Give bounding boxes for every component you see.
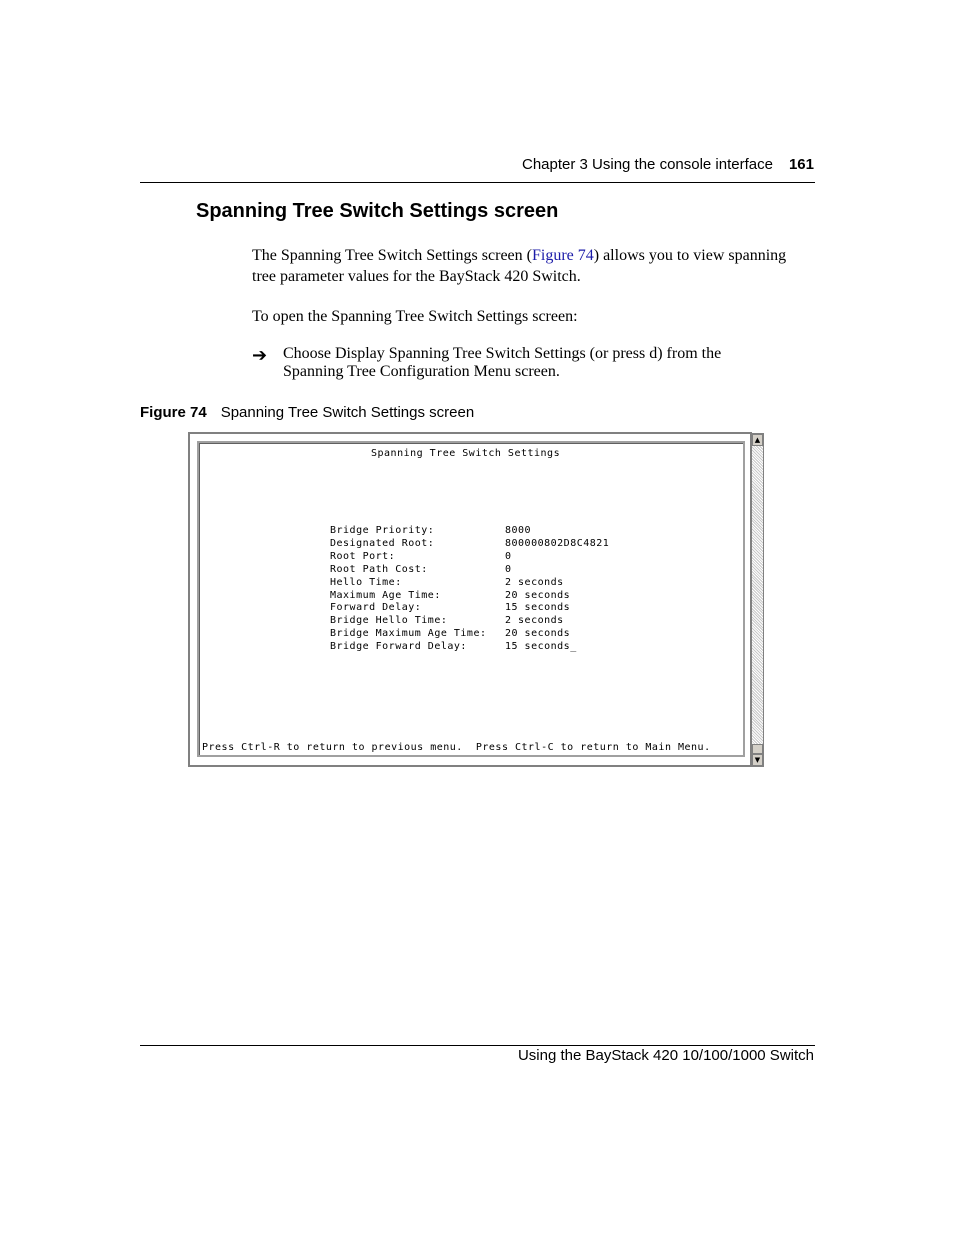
console-field-label: Bridge Maximum Age Time: — [330, 628, 487, 640]
console-screen — [197, 441, 745, 757]
console-field-value: 15 seconds — [505, 602, 571, 614]
intro-paragraph — [252, 245, 792, 287]
console-field-value: 2 seconds — [505, 615, 564, 627]
figure-caption-text: Spanning Tree Switch Settings screen — [220, 404, 475, 421]
page-header — [140, 155, 814, 175]
console-field-value: 800000802D8C4821 — [505, 537, 610, 549]
console-field-label: Hello Time: — [330, 576, 402, 588]
console-field-value: 20 seconds — [505, 589, 571, 601]
intro-text-start: The Spanning Tree Switch Settings screen ( — [252, 247, 532, 264]
scroll-up-icon[interactable]: ▲ — [752, 434, 763, 446]
console-scrollbar[interactable] — [751, 433, 764, 767]
scroll-thumb[interactable] — [752, 744, 763, 754]
figure-caption — [140, 403, 474, 423]
arrow-right-icon: ➔ — [252, 345, 268, 366]
console-field-label: Bridge Forward Delay: — [330, 641, 467, 653]
console-field-label: Forward Delay: — [330, 602, 422, 614]
page-footer: Using the BayStack 420 10/100/1000 Switch — [517, 1047, 814, 1064]
header-rule — [140, 182, 815, 183]
page-number: 161 — [788, 156, 814, 173]
console-field-value: 15 seconds_ — [505, 641, 577, 653]
open-instruction: To open the Spanning Tree Switch Settings screen: — [252, 308, 578, 325]
console-field-label: Maximum Age Time: — [330, 589, 441, 601]
console-field-label: Bridge Hello Time: — [330, 615, 448, 627]
console-field-value: 20 seconds — [505, 628, 571, 640]
console-field-label: Bridge Priority: — [330, 525, 435, 536]
intro-text-end: ) allows you to view spanning tree parameter values for the BayStack 420 Switch. — [252, 247, 787, 285]
console-field-label: Root Port: — [330, 550, 396, 562]
figure-link[interactable]: Figure 74 — [531, 247, 594, 264]
scroll-down-icon[interactable]: ▼ — [752, 754, 763, 766]
step-text: Choose Display Spanning Tree Switch Settings (or press d) from the Spanning Tree Configuration Menu screen. — [283, 345, 722, 380]
figure-label: Figure 74 — [140, 404, 207, 421]
section-heading: Spanning Tree Switch Settings screen — [196, 200, 559, 222]
chapter-title: Chapter 3 Using the console interface — [521, 156, 773, 173]
console-field-value: 2 seconds — [505, 576, 564, 588]
console-field-label: Designated Root: — [330, 537, 435, 549]
console-field-value: 0 — [505, 563, 512, 575]
console-field-value: 8000 — [505, 525, 532, 536]
console-title: Spanning Tree Switch Settings — [371, 448, 561, 459]
console-field-value: 0 — [505, 550, 512, 562]
console-footer-hint: Press Ctrl-R to return to previous menu. Press Ctrl-C to return to Main Menu. — [202, 742, 711, 753]
console-field-label: Root Path Cost: — [330, 563, 428, 575]
console-window — [188, 432, 752, 767]
